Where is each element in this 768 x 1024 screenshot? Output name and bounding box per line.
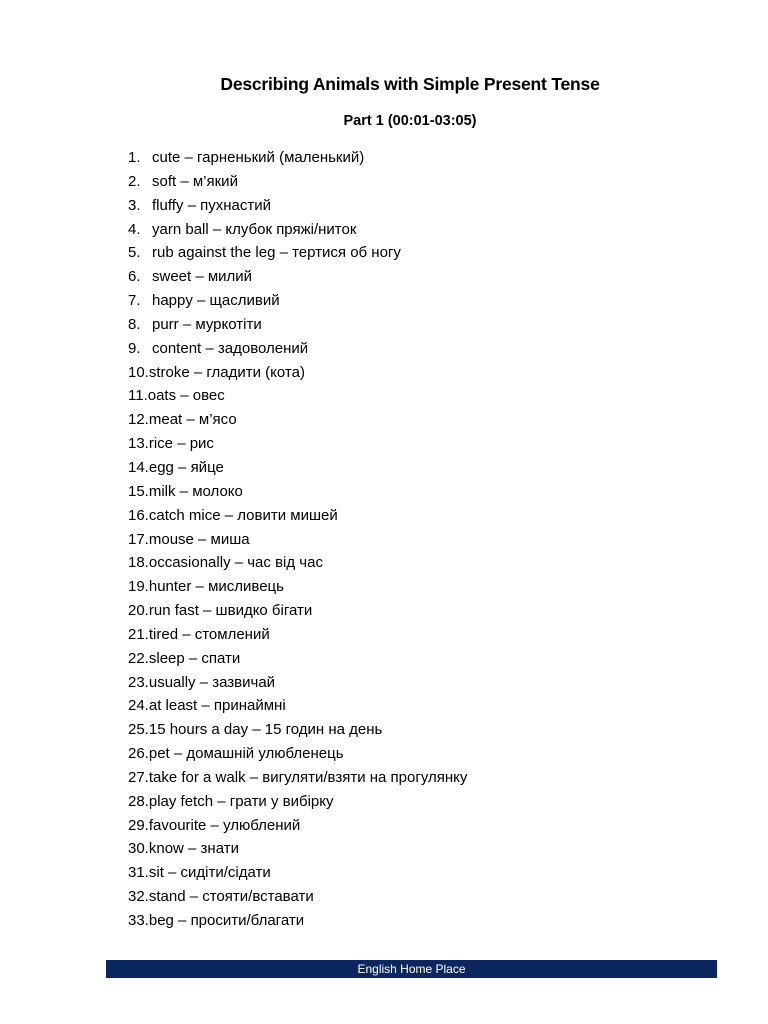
list-item-text: sleep – спати — [148, 649, 241, 667]
list-item-number: 12. — [128, 411, 149, 429]
list-item-number: 2. — [128, 172, 141, 190]
list-item — [128, 623, 467, 647]
list-item-text: cute – гарненький (маленький) — [152, 149, 365, 166]
list-item-text: pet – домашній улюбленець — [148, 745, 344, 763]
list-item-text: favourite – улюблений — [148, 816, 301, 834]
list-item-number: 11. — [128, 387, 148, 405]
list-item — [128, 408, 467, 432]
list-item-text: oats – овес — [147, 387, 225, 405]
list-item — [128, 384, 467, 408]
list-item-text: run fast – швидко бігати — [148, 602, 313, 620]
list-item-number: 9. — [128, 339, 141, 357]
list-item-text: meat – м’ясо — [148, 411, 237, 429]
list-item — [128, 361, 467, 385]
list-item-text: soft – м’який — [152, 172, 238, 190]
list-item-text: stand – стояти/вставати — [148, 888, 314, 906]
list-item — [128, 575, 467, 599]
list-item — [128, 241, 467, 265]
list-item-number: 33. — [128, 912, 149, 929]
list-item-number: 7. — [128, 292, 141, 310]
list-item-number: 17. — [128, 530, 149, 548]
list-item-text: occasionally – час від час — [148, 554, 323, 572]
footer-text: English Home Place — [357, 962, 466, 976]
list-item-text: milk – молоко — [148, 482, 243, 500]
list-item — [128, 313, 467, 337]
list-item-text: tired – стомлений — [148, 625, 270, 643]
list-item-number: 16. — [128, 506, 149, 524]
footer-bar — [106, 960, 717, 978]
list-item — [128, 456, 467, 480]
list-item — [128, 837, 467, 861]
list-item — [128, 885, 467, 909]
list-item — [128, 742, 467, 766]
vocabulary-list — [128, 146, 467, 933]
list-item — [128, 170, 467, 194]
list-item — [128, 909, 467, 933]
list-item-number: 6. — [128, 268, 141, 286]
list-item — [128, 599, 467, 623]
list-item-text: hunter – мисливець — [148, 578, 284, 596]
list-item-number: 30. — [128, 840, 149, 858]
list-item-text: sweet – милий — [152, 268, 253, 286]
list-item — [128, 718, 467, 742]
list-item-text: mouse – миша — [148, 530, 250, 548]
list-item-number: 24. — [128, 697, 149, 715]
page-title: Describing Animals with Simple Present Tense — [220, 74, 600, 94]
list-item — [128, 647, 467, 671]
list-item-number: 1. — [128, 149, 141, 166]
list-item-text: rice – рис — [148, 435, 214, 453]
list-item-number: 8. — [128, 315, 141, 333]
list-item-text: play fetch – грати у вибірку — [148, 792, 334, 810]
list-item-number: 26. — [128, 745, 149, 763]
list-item-number: 29. — [128, 816, 149, 834]
list-item-number: 25. — [128, 721, 149, 739]
list-item-number: 20. — [128, 602, 149, 620]
list-item-number: 28. — [128, 792, 149, 810]
list-item — [128, 528, 467, 552]
list-item-text: beg – просити/благати — [148, 912, 305, 929]
list-item-number: 13. — [128, 435, 149, 453]
list-item-number: 18. — [128, 554, 149, 572]
list-item-text: 15 hours a day – 15 годин на день — [148, 721, 383, 739]
list-item-number: 10. — [128, 363, 149, 381]
list-item-text: take for a walk – вигуляти/взяти на прогулянку — [148, 768, 468, 786]
list-item — [128, 504, 467, 528]
list-item-number: 21. — [128, 625, 149, 643]
list-item — [128, 337, 467, 361]
list-item-number: 27. — [128, 768, 149, 786]
list-item — [128, 694, 467, 718]
list-item-number: 15. — [128, 482, 149, 500]
list-item — [128, 218, 467, 242]
list-item-text: egg – яйце — [148, 458, 224, 476]
list-item-number: 31. — [128, 864, 149, 882]
list-item — [128, 289, 467, 313]
list-item — [128, 766, 467, 790]
list-item-number: 32. — [128, 888, 149, 906]
list-item — [128, 671, 467, 695]
list-item-number: 5. — [128, 244, 141, 262]
list-item-number: 14. — [128, 458, 149, 476]
list-item-number: 3. — [128, 196, 141, 214]
list-item-number: 4. — [128, 220, 141, 238]
list-item-text: usually – зазвичай — [148, 673, 276, 691]
list-item-text: purr – муркотіти — [152, 315, 262, 333]
list-item-text: at least – принаймні — [148, 697, 286, 715]
list-item-text: catch mice – ловити мишей — [148, 506, 338, 524]
list-item-text: stroke – гладити (кота) — [148, 363, 305, 381]
list-item — [128, 146, 467, 170]
list-item — [128, 432, 467, 456]
list-item — [128, 790, 467, 814]
list-item — [128, 814, 467, 838]
list-item-text: sit – сидіти/сідати — [148, 864, 271, 882]
list-item-number: 22. — [128, 649, 149, 667]
list-item — [128, 551, 467, 575]
list-item-text: content – задоволений — [152, 339, 309, 357]
page-subtitle: Part 1 (00:01-03:05) — [343, 113, 477, 129]
list-item-text: yarn ball – клубок пряжі/ниток — [152, 220, 357, 238]
list-item-number: 23. — [128, 673, 149, 691]
list-item-number: 19. — [128, 578, 149, 596]
list-item-text: rub against the leg – тертися об ногу — [152, 244, 401, 262]
list-item-text: know – знати — [148, 840, 239, 858]
list-item — [128, 194, 467, 218]
list-item-text: fluffy – пухнастий — [152, 196, 271, 214]
list-item — [128, 265, 467, 289]
list-item — [128, 861, 467, 885]
list-item-text: happy – щасливий — [152, 292, 280, 310]
list-item — [128, 480, 467, 504]
